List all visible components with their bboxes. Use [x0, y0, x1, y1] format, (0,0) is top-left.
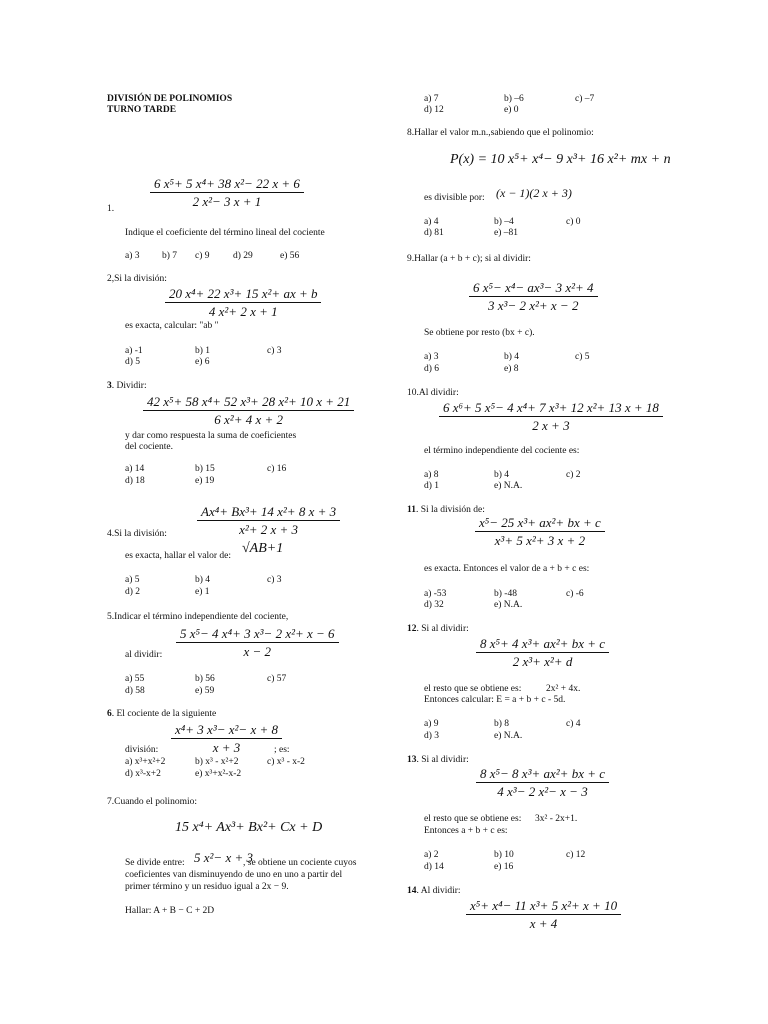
q1-option-b: b) 7 [162, 251, 178, 261]
q3-label [107, 381, 147, 392]
q9-option-e: e) 8 [504, 364, 519, 374]
q10-option-c: c) 2 [566, 470, 581, 480]
q10-numerator: 6 x⁶+ 5 x⁵− 4 x⁴+ 7 x³+ 12 x²+ 13 x + 18 [439, 400, 663, 417]
q1-option-c: c) 9 [195, 251, 210, 261]
q1-option-a: a) 3 [125, 251, 140, 261]
q4-option-b: b) 4 [195, 575, 211, 585]
q10-option-a: a) 8 [424, 470, 439, 480]
q7-option-d: d) 12 [424, 105, 444, 115]
q13-number: 13 [407, 755, 417, 765]
q2-text: es exacta, calcular: "ab " [125, 321, 219, 331]
q13-option-e: e) 16 [494, 862, 514, 872]
q14-denominator: x + 4 [529, 916, 558, 931]
q8-polynomial: P(x) = 10 x⁵+ x⁴− 9 x³+ 16 x²+ mx + n [450, 152, 671, 167]
q4-option-d: d) 2 [125, 587, 141, 597]
q10-denominator: 2 x + 3 [532, 418, 570, 433]
q11-denominator: x³+ 5 x²+ 3 x + 2 [494, 533, 586, 548]
q9-fraction [469, 280, 598, 313]
q1-numerator: 6 x⁵+ 5 x⁴+ 38 x²− 22 x + 6 [150, 176, 304, 193]
q14-label [407, 886, 461, 897]
q11-label-text: . Si la división de: [415, 505, 485, 515]
q6-tail: ; es: [274, 745, 290, 755]
q11-option-b: b) -48 [494, 589, 517, 599]
q4-text: es exacta, hallar el valor de: [125, 551, 232, 561]
q6-number: 6 [107, 709, 112, 719]
q12-option-d: d) 3 [424, 731, 440, 741]
q9-label: 9.Hallar (a + b + c); si al dividir: [407, 254, 531, 264]
q4-sqrt-expression: √AB+1 [242, 541, 284, 556]
q7-text-line1: Se divide entre: [125, 858, 185, 868]
q5-option-e: e) 59 [195, 686, 215, 696]
q3-option-b: b) 15 [195, 464, 215, 474]
q11-option-c: c) -6 [566, 589, 584, 599]
q11-option-d: d) 32 [424, 600, 444, 610]
q7-option-c: c) –7 [575, 94, 595, 104]
q12-numerator: 8 x⁵+ 4 x³+ ax²+ bx + c [476, 636, 609, 653]
q2-option-c: c) 3 [267, 346, 282, 356]
q6-numerator: x⁴+ 3 x³− x²− x + 8 [171, 722, 282, 739]
q11-numerator: x⁵− 25 x³+ ax²+ bx + c [475, 515, 605, 532]
q12-number: 12 [407, 624, 417, 634]
q9-denominator: 3 x³− 2 x²+ x − 2 [488, 298, 579, 313]
q8-option-d: d) 81 [424, 228, 444, 238]
q12-denominator: 2 x³+ x²+ d [512, 654, 573, 669]
q9-text: Se obtiene por resto (bx + c). [424, 328, 535, 338]
q8-label: 8.Hallar el valor m.n.,sabiendo que el polinomio: [407, 128, 594, 138]
q1-option-d: d) 29 [233, 251, 253, 261]
q5-numerator: 5 x⁵− 4 x⁴+ 3 x³− 2 x²+ x − 6 [176, 626, 339, 643]
q2-option-b: b) 1 [195, 346, 211, 356]
q7-option-a: a) 7 [424, 94, 439, 104]
q14-numerator: x⁵+ x⁴− 11 x³+ 5 x²+ x + 10 [466, 898, 621, 915]
q5-denominator: x − 2 [243, 644, 272, 659]
q6-option-c: c) x³ - x-2 [267, 757, 305, 767]
q13-text-line2: Entonces a + b + c es: [424, 826, 508, 836]
q13-text-line1: el resto que se obtiene es: [424, 814, 522, 824]
q13-fraction [476, 766, 609, 799]
q3-option-c: c) 16 [267, 464, 287, 474]
q6-option-d: d) x³-x+2 [125, 769, 161, 779]
q13-option-c: c) 12 [566, 850, 586, 860]
q2-label: 2,Si la división: [107, 274, 167, 284]
q8-text: es divisible por: [424, 193, 485, 203]
q8-option-b: b) –4 [494, 217, 514, 227]
q2-option-d: d) 5 [125, 357, 141, 367]
page-subtitle: TURNO TARDE [107, 105, 177, 115]
q5-text: al dividir: [125, 650, 163, 660]
q1-option-e: e) 56 [280, 251, 300, 261]
q3-text-line2: del cociente. [125, 442, 174, 452]
q3-denominator: 6 x²+ 4 x + 2 [214, 412, 284, 427]
q1-denominator: 2 x²− 3 x + 1 [192, 194, 262, 209]
q3-option-a: a) 14 [125, 464, 145, 474]
q10-option-b: b) 4 [494, 470, 510, 480]
q7-text-line1b: , se obtiene un cociente cuyos [243, 858, 357, 868]
q14-fraction [466, 898, 621, 931]
q8-option-c: c) 0 [566, 217, 581, 227]
q10-option-e: e) N.A. [494, 481, 523, 491]
q11-text: es exacta. Entonces el valor de a + b + c es: [424, 564, 590, 574]
q12-option-c: c) 4 [566, 719, 581, 729]
q4-fraction [197, 504, 340, 537]
q7-text-line2: coeficientes van disminuyendo de uno en uno a partir del [125, 870, 343, 880]
q9-option-a: a) 3 [424, 352, 439, 362]
q12-fraction [476, 636, 609, 669]
q3-option-e: e) 19 [195, 476, 215, 486]
q7-divisor: 5 x²− x + 3 [194, 850, 253, 865]
q8-divisor: (x − 1)(2 x + 3) [496, 186, 572, 200]
q5-option-d: d) 58 [125, 686, 145, 696]
q13-option-d: d) 14 [424, 862, 444, 872]
q13-option-a: a) 2 [424, 850, 439, 860]
page-title: DIVISIÓN DE POLINOMIOS [107, 94, 233, 104]
q6-text: división: [125, 745, 159, 755]
q2-option-a: a) -1 [125, 346, 143, 356]
q10-label: 10.Al dividir: [407, 388, 459, 398]
q9-option-d: d) 6 [424, 364, 440, 374]
q4-denominator: x²+ 2 x + 3 [239, 522, 299, 537]
q10-option-d: d) 1 [424, 481, 440, 491]
q11-label [407, 505, 485, 516]
q13-numerator: 8 x⁵− 8 x³+ ax²+ bx + c [476, 766, 609, 783]
q7-option-b: b) –6 [504, 94, 524, 104]
q12-text-line2: Entonces calcular: E = a + b + c - 5d. [424, 695, 566, 705]
q1-label: 1. [107, 204, 115, 214]
q14-label-text: . Al dividir: [416, 886, 461, 896]
q6-option-a: a) x³+x²+2 [125, 757, 166, 767]
q11-fraction [475, 515, 605, 548]
q6-label-text: . El cociente de la siguiente [111, 709, 217, 719]
q5-fraction [176, 626, 339, 659]
q10-text: el término independiente del cociente es: [424, 446, 580, 456]
q7-label: 7.Cuando el polinomio: [107, 797, 197, 807]
q4-label: 4.Si la división: [107, 529, 167, 539]
q13-option-b: b) 10 [494, 850, 514, 860]
q7-polynomial: 15 x⁴+ Ax³+ Bx²+ Cx + D [175, 820, 323, 835]
q12-label [407, 624, 469, 635]
q9-option-c: c) 5 [575, 352, 590, 362]
q12-option-e: e) N.A. [494, 731, 523, 741]
q12-option-a: a) 9 [424, 719, 439, 729]
q12-text-line1: el resto que se obtiene es: [424, 684, 522, 694]
q11-option-e: e) N.A. [494, 600, 523, 610]
q12-label-text: . Si al dividir: [416, 624, 469, 634]
q13-denominator: 4 x³− 2 x²− x − 3 [497, 784, 588, 799]
q2-numerator: 20 x⁴+ 22 x³+ 15 x²+ ax + b [165, 286, 321, 303]
q8-option-e: e) –81 [494, 228, 519, 238]
q3-text-line1: y dar como respuesta la suma de coeficientes [125, 431, 297, 441]
q4-option-e: e) 1 [195, 587, 210, 597]
q2-fraction [165, 286, 321, 319]
q9-option-b: b) 4 [504, 352, 520, 362]
q3-label-text: . Dividir: [111, 381, 147, 391]
q10-fraction [439, 400, 663, 433]
q7-text-line3: primer término y un residuo igual a 2x − 9. [125, 882, 289, 892]
q6-label [107, 709, 216, 720]
q3-number: 3 [107, 381, 112, 391]
q5-option-c: c) 57 [267, 674, 287, 684]
q7-option-e: e) 0 [504, 105, 519, 115]
q2-option-e: e) 6 [195, 357, 210, 367]
q3-numerator: 42 x⁵+ 58 x⁴+ 52 x³+ 28 x²+ 10 x + 21 [143, 394, 354, 411]
q4-numerator: Ax⁴+ Bx³+ 14 x²+ 8 x + 3 [197, 504, 340, 521]
q5-option-b: b) 56 [195, 674, 215, 684]
q3-fraction [143, 394, 354, 427]
q6-option-b: b) x³ - x²+2 [195, 757, 239, 767]
q6-fraction [171, 722, 282, 755]
q12-text-line1b: 2x² + 4x. [546, 684, 581, 694]
q9-numerator: 6 x⁵− x⁴− ax³− 3 x²+ 4 [469, 280, 598, 297]
q7-text-line4: Hallar: A + B − C + 2D [125, 906, 215, 916]
q13-label [407, 755, 469, 766]
q12-option-b: b) 8 [494, 719, 510, 729]
q3-option-d: d) 18 [125, 476, 145, 486]
q11-number: 11 [407, 505, 416, 515]
q5-label: 5.Indicar el término independiente del cociente, [107, 612, 289, 622]
q1-text: Indique el coeficiente del término lineal del cociente [125, 228, 325, 238]
q13-label-text: . Si al dividir: [416, 755, 469, 765]
q2-denominator: 4 x²+ 2 x + 1 [208, 304, 278, 319]
q5-option-a: a) 55 [125, 674, 145, 684]
q8-option-a: a) 4 [424, 217, 439, 227]
q6-denominator: x + 3 [212, 740, 241, 755]
q4-option-c: c) 3 [267, 575, 282, 585]
q4-option-a: a) 5 [125, 575, 140, 585]
q13-text-line1b: 3x² - 2x+1. [535, 814, 578, 824]
q1-fraction [150, 176, 304, 209]
q14-number: 14 [407, 886, 417, 896]
q6-option-e: e) x³+x²-x-2 [195, 769, 242, 779]
q11-option-a: a) -53 [424, 589, 447, 599]
